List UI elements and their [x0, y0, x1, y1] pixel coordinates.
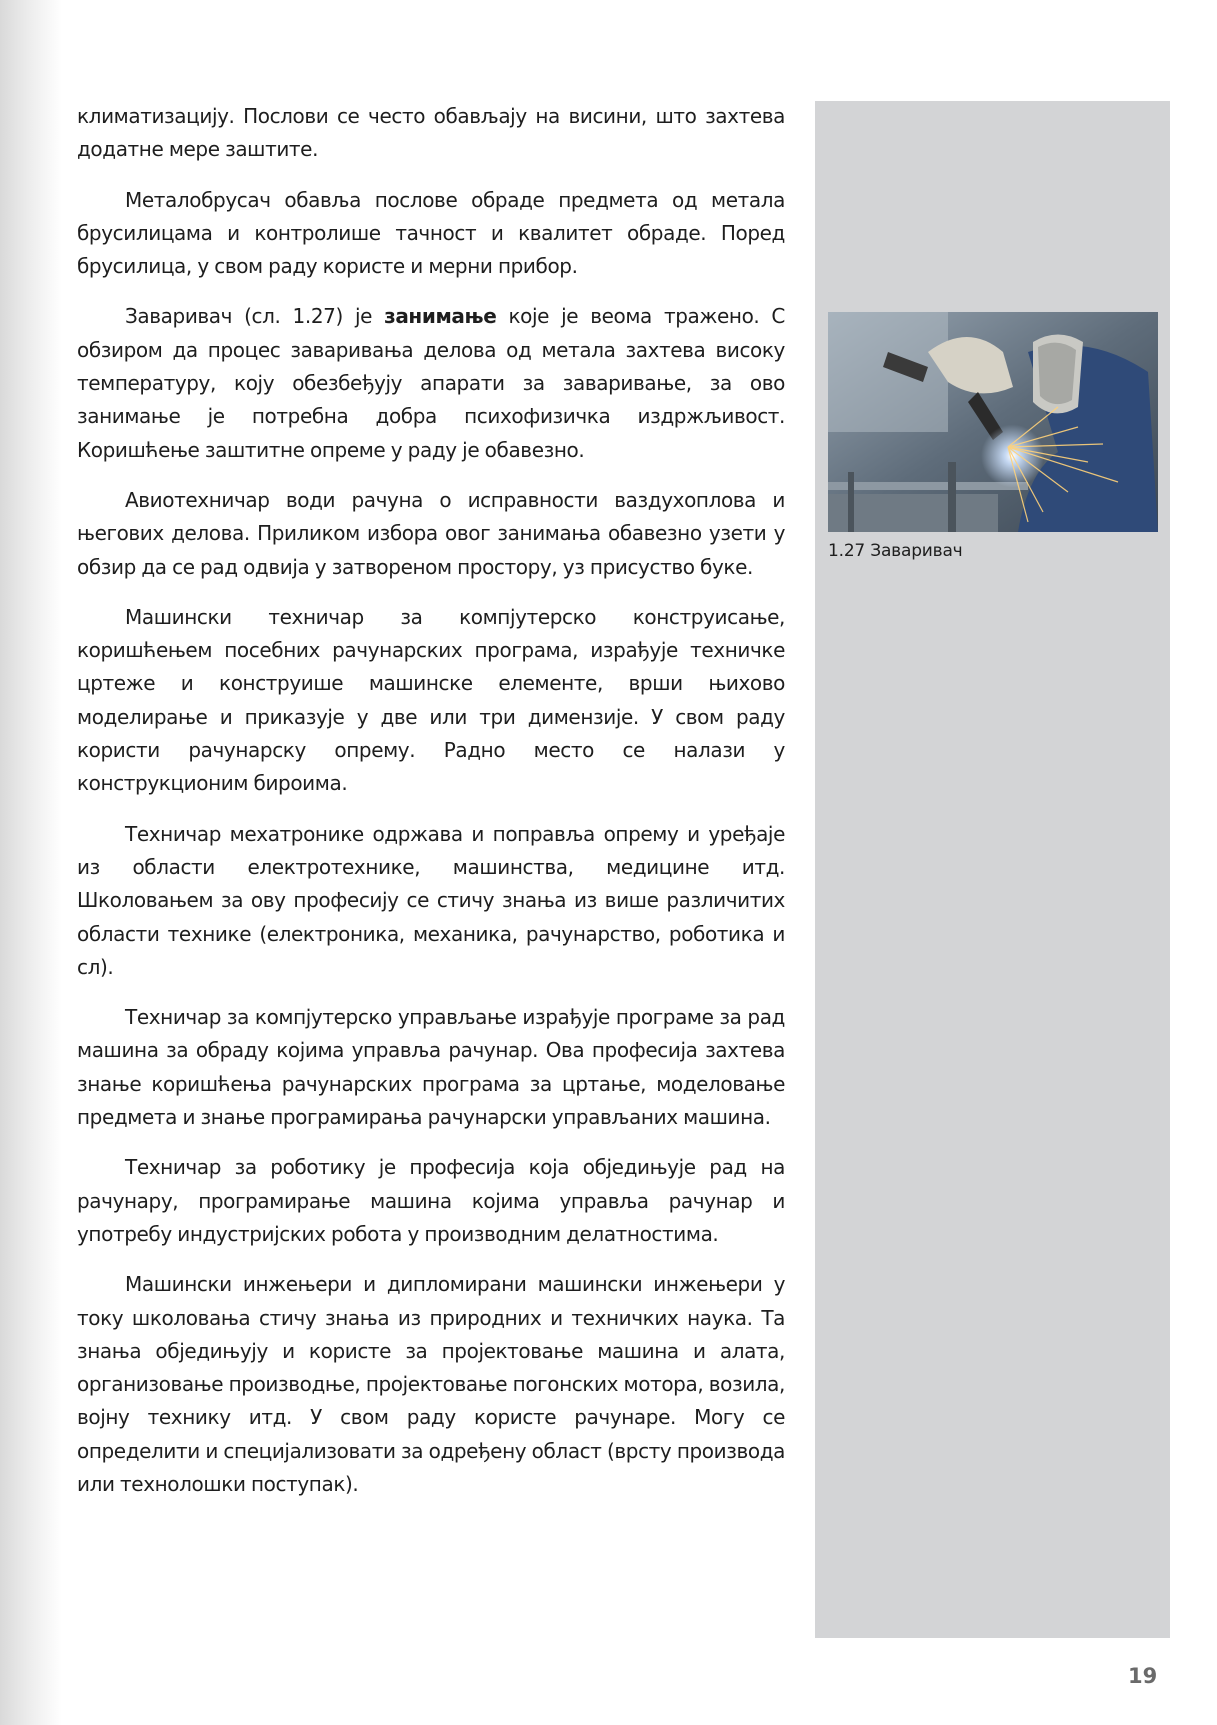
paragraph-robotika: Техничар за роботику је професија која обједињује рад на рачунару, програмирање машина којима управља рачунар и употребу индустријских робота у производним делатностима.	[77, 1155, 785, 1246]
paragraph-continuation: климатизацију. Послови се често обављају на висини, што захтева додатне мере заштите.	[77, 104, 785, 162]
page-number: 19	[1128, 1664, 1158, 1688]
paragraph-mehatronika: Техничар мехатронике одржава и поправља опрему и уређаје из области електротехнике, машинства, медицине итд. Школовањем за ову професију се стичу знања из више различитих области технике (електроника, механика, рачунарство, роботика и сл).	[77, 821, 785, 979]
main-text-column	[77, 100, 785, 1660]
welder-illustration	[828, 312, 1158, 532]
paragraph-zavarivac	[77, 300, 785, 466]
figure-caption: 1.27 Заваривач	[828, 541, 963, 561]
page-edge-shadow	[0, 0, 62, 1725]
zavarivac-text-end: које је веома тражено. С обзиром да процес заваривања делова од метала захтева високу температуру, коју обезбеђују апарати за заваривање, за ово занимање је потребна добра психофизичка издржљивост. Коришћење заштитне опреме у раду је обавезно.	[77, 304, 785, 462]
paragraph-masinski-tehnicar: Машински техничар за компјутерско конструисање, коришћењем посебних рачунарских програма, израђује техничке цртеже и конструише машинске елементе, врши њихово моделирање и приказује у две или три димензије. У свом раду користи рачунарску опрему. Радно место се налази у конструкционим бироима.	[77, 604, 785, 796]
paragraph-inzenjeri: Машински инжењери и дипломирани машински инжењери у току школовања стичу знања из природних и техничких наука. Та знања обједињују и користе за пројектовање машина и алата, организовање производње, пројектовање погонских мотора, возила, војну технику итд. У свом раду користе рачунаре. Могу се определити и специјализовати за одређену област (врсту производа или технолошки поступак).	[77, 1272, 785, 1496]
paragraph-kompjutersko-upravljanje: Техничар за компјутерско управљање израђује програме за рад машина за обраду којима управља рачунар. Ова професија захтева знање коришћења рачунарских програма за цртање, моделовање предмета и знање програмирања рачунарски управљаних машина.	[77, 1005, 785, 1130]
welder-photo	[828, 312, 1158, 532]
zavarivac-bold-term: занимање	[384, 304, 497, 329]
paragraph-metalobrusac: Металобрусач обавља послове обраде предмета од метала брусилицама и контролише тачност и квалитет обраде. Поред брусилица, у свом раду користе и мерни прибор.	[77, 187, 785, 279]
zavarivac-text-start: Заваривач (сл. 1.27) је	[125, 304, 385, 329]
paragraph-aviotehnicar: Авиотехничар води рачуна о исправности ваздухоплова и његових делова. Приликом избора овог занимања обавезно узети у обзир да се рад одвија у затвореном простору, уз присуство буке.	[77, 487, 785, 579]
